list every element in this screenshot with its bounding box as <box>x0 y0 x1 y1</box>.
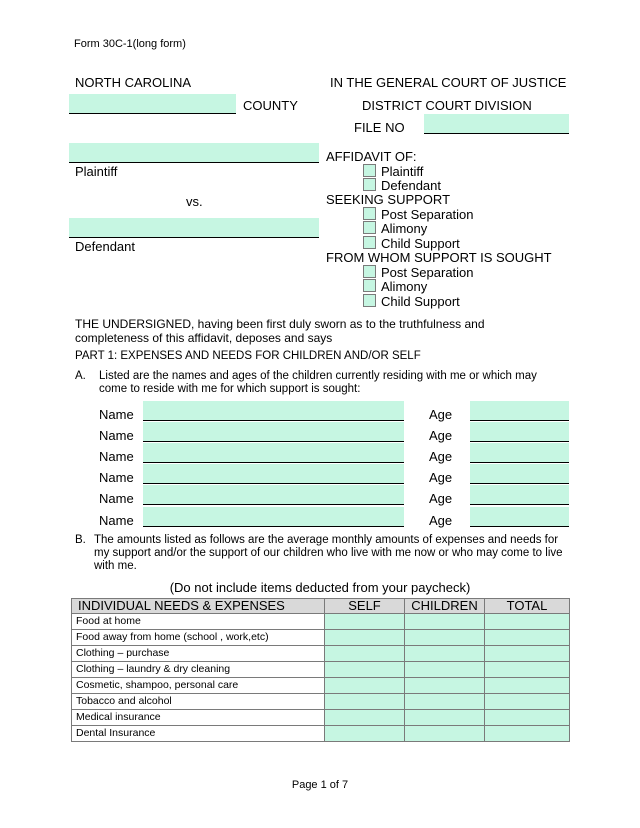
child-age-label: Age <box>429 449 453 464</box>
child-name-label: Name <box>99 407 134 422</box>
from-whom-child-support-label: Child Support <box>381 294 460 309</box>
child-age-field[interactable] <box>470 422 569 442</box>
plaintiff-field[interactable] <box>69 143 319 163</box>
children-amount-field[interactable] <box>405 646 485 662</box>
expense-label: Food at home <box>72 614 325 630</box>
table-row <box>72 678 570 694</box>
child-name-label: Name <box>99 428 134 443</box>
child-name-field[interactable] <box>143 443 404 463</box>
paycheck-note: (Do not include items deducted from your paycheck) <box>169 580 471 595</box>
court-label: IN THE GENERAL COURT OF JUSTICE <box>330 75 567 90</box>
child-name-field[interactable] <box>143 485 404 505</box>
from-whom-label: FROM WHOM SUPPORT IS SOUGHT <box>326 250 552 265</box>
affidavit-plaintiff-checkbox[interactable] <box>363 164 376 177</box>
affidavit-defendant-checkbox[interactable] <box>363 178 376 191</box>
from-whom-post-separation-label: Post Separation <box>381 265 474 280</box>
total-amount-field[interactable] <box>485 678 570 694</box>
self-amount-field[interactable] <box>325 710 405 726</box>
self-amount-field[interactable] <box>325 630 405 646</box>
from-whom-post-separation-checkbox[interactable] <box>363 265 376 278</box>
children-amount-field[interactable] <box>405 662 485 678</box>
header-total: TOTAL <box>485 599 570 614</box>
seeking-alimony-label: Alimony <box>381 221 428 236</box>
plaintiff-label: Plaintiff <box>75 164 118 179</box>
intro-paragraph <box>75 317 485 345</box>
seeking-alimony-checkbox[interactable] <box>363 221 376 234</box>
section-b-line-1: The amounts listed as follows are the average monthly amounts of expenses and needs for <box>94 534 559 546</box>
total-amount-field[interactable] <box>485 662 570 678</box>
child-age-label: Age <box>429 428 453 443</box>
table-row <box>72 614 570 630</box>
expense-label: Clothing – purchase <box>72 646 325 662</box>
expense-label: Clothing – laundry & dry cleaning <box>72 662 325 678</box>
child-name-label: Name <box>99 491 134 506</box>
from-whom-child-support-checkbox[interactable] <box>363 294 376 307</box>
expense-label: Tobacco and alcohol <box>72 694 325 710</box>
section-b-line-2: my support and/or the support of our children who live with me now or who may come to live <box>94 547 563 559</box>
section-a-line-1: Listed are the names and ages of the children currently residing with me or which may <box>99 370 537 382</box>
self-amount-field[interactable] <box>325 646 405 662</box>
section-a-line-2: come to reside with me for which support is sought: <box>99 383 361 395</box>
file-no-label: FILE NO <box>354 120 405 135</box>
child-age-field[interactable] <box>470 443 569 463</box>
section-b-line-3: with me. <box>94 560 137 572</box>
children-amount-field[interactable] <box>405 630 485 646</box>
seeking-child-support-label: Child Support <box>381 236 460 251</box>
child-age-field[interactable] <box>470 464 569 484</box>
county-field[interactable] <box>69 94 236 114</box>
total-amount-field[interactable] <box>485 726 570 742</box>
expense-label: Dental Insurance <box>72 726 325 742</box>
child-age-field[interactable] <box>470 401 569 421</box>
table-row <box>72 646 570 662</box>
total-amount-field[interactable] <box>485 646 570 662</box>
defendant-label: Defendant <box>75 239 135 254</box>
file-no-field[interactable] <box>424 114 569 134</box>
child-age-field[interactable] <box>470 485 569 505</box>
vs-label: vs. <box>186 194 203 209</box>
children-amount-field[interactable] <box>405 678 485 694</box>
section-a-marker: A. <box>75 370 86 382</box>
county-label: COUNTY <box>243 98 298 113</box>
seeking-support-label: SEEKING SUPPORT <box>326 192 451 207</box>
child-name-label: Name <box>99 449 134 464</box>
child-name-field[interactable] <box>143 401 404 421</box>
expense-label: Medical insurance <box>72 710 325 726</box>
self-amount-field[interactable] <box>325 662 405 678</box>
section-b-marker: B. <box>75 534 86 546</box>
division-label: DISTRICT COURT DIVISION <box>362 98 532 113</box>
children-amount-field[interactable] <box>405 614 485 630</box>
child-age-label: Age <box>429 491 453 506</box>
intro-line-2: completeness of this affidavit, deposes and says <box>75 331 333 345</box>
defendant-field[interactable] <box>69 218 319 238</box>
table-row <box>72 630 570 646</box>
self-amount-field[interactable] <box>325 694 405 710</box>
expenses-table <box>71 598 570 742</box>
section-a-text <box>99 370 537 396</box>
children-amount-field[interactable] <box>405 710 485 726</box>
total-amount-field[interactable] <box>485 630 570 646</box>
header-individual-needs: INDIVIDUAL NEEDS & EXPENSES <box>72 599 325 614</box>
child-age-field[interactable] <box>470 507 569 527</box>
from-whom-alimony-label: Alimony <box>381 279 428 294</box>
part1-heading: PART 1: EXPENSES AND NEEDS FOR CHILDREN AND/OR SELF <box>75 350 421 362</box>
form-id: Form 30C-1(long form) <box>74 38 186 50</box>
affidavit-of-label: AFFIDAVIT OF: <box>326 149 417 164</box>
child-name-label: Name <box>99 470 134 485</box>
from-whom-alimony-checkbox[interactable] <box>363 279 376 292</box>
expense-label: Cosmetic, shampoo, personal care <box>72 678 325 694</box>
table-row <box>72 710 570 726</box>
table-row <box>72 726 570 742</box>
table-row <box>72 694 570 710</box>
child-age-label: Age <box>429 407 453 422</box>
affidavit-defendant-label: Defendant <box>381 178 441 193</box>
header-children: CHILDREN <box>405 599 485 614</box>
child-name-field[interactable] <box>143 464 404 484</box>
intro-line-1: THE UNDERSIGNED, having been first duly sworn as to the truthfulness and <box>75 317 485 331</box>
table-header-row <box>72 599 570 614</box>
child-name-label: Name <box>99 513 134 528</box>
child-name-field[interactable] <box>143 422 404 442</box>
section-b-text <box>94 534 563 573</box>
affidavit-plaintiff-label: Plaintiff <box>381 164 424 179</box>
children-amount-field[interactable] <box>405 694 485 710</box>
expense-label: Food away from home (school , work,etc) <box>72 630 325 646</box>
children-amount-field[interactable] <box>405 726 485 742</box>
table-row <box>72 662 570 678</box>
total-amount-field[interactable] <box>485 710 570 726</box>
self-amount-field[interactable] <box>325 614 405 630</box>
self-amount-field[interactable] <box>325 678 405 694</box>
seeking-post-separation-checkbox[interactable] <box>363 207 376 220</box>
child-name-field[interactable] <box>143 507 404 527</box>
seeking-post-separation-label: Post Separation <box>381 207 474 222</box>
header-self: SELF <box>325 599 405 614</box>
child-age-label: Age <box>429 513 453 528</box>
total-amount-field[interactable] <box>485 694 570 710</box>
total-amount-field[interactable] <box>485 614 570 630</box>
state-label: NORTH CAROLINA <box>75 75 192 90</box>
page-number: Page 1 of 7 <box>291 779 349 791</box>
seeking-child-support-checkbox[interactable] <box>363 236 376 249</box>
self-amount-field[interactable] <box>325 726 405 742</box>
child-age-label: Age <box>429 470 453 485</box>
